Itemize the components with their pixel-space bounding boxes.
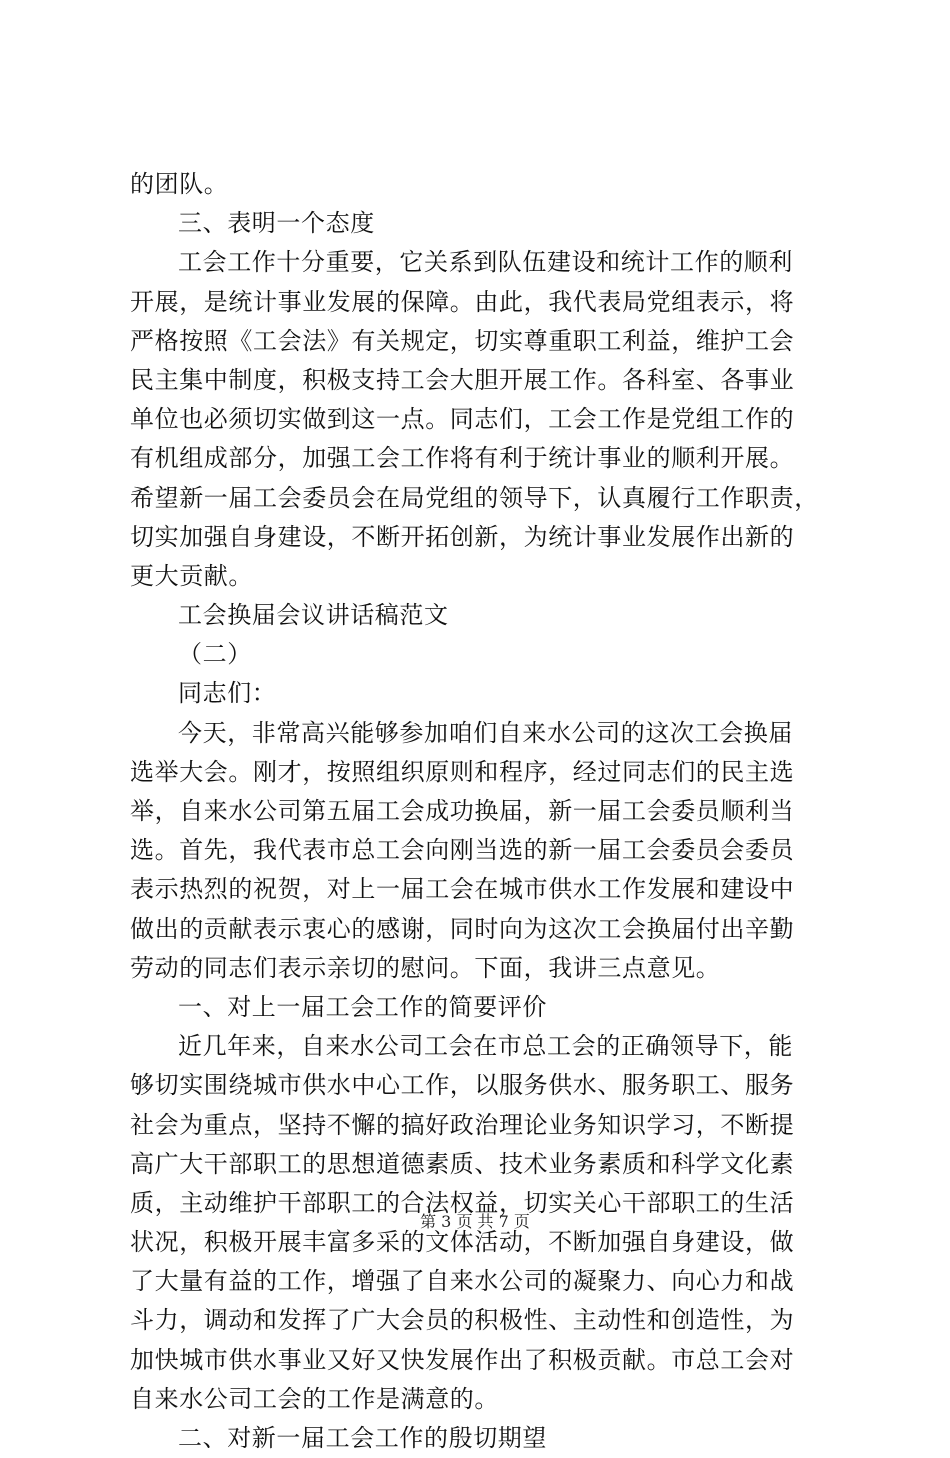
text-line: 开展，是统计事业发展的保障。由此，我代表局党组表示，将 — [130, 287, 795, 316]
text-line: 切实加强自身建设，不断开拓创新，为统计事业发展作出新的 — [130, 522, 795, 551]
text-line: 一、对上一届工会工作的简要评价 — [178, 992, 547, 1021]
page-footer: 第 3 页 共 7 页 — [420, 1212, 530, 1231]
text-line: 社会为重点，坚持不懈的搞好政治理论业务知识学习，不断提 — [130, 1110, 795, 1139]
text-line: 三、表明一个态度 — [178, 209, 375, 238]
text-line: 工会工作十分重要，它关系到队伍建设和统计工作的顺利 — [178, 248, 793, 277]
document-body — [130, 165, 830, 1458]
text-line: 斗力，调动和发挥了广大会员的积极性、主动性和创造性，为 — [130, 1306, 795, 1335]
text-line: 工会换届会议讲话稿范文 — [178, 601, 449, 630]
text-line: 了大量有益的工作，增强了自来水公司的凝聚力、向心力和战 — [130, 1267, 795, 1296]
text-line: 有机组成部分，加强工会工作将有利于统计事业的顺利开展。 — [130, 444, 795, 473]
text-line: 同志们： — [178, 679, 277, 708]
text-line: 够切实围绕城市供水中心工作，以服务供水、服务职工、服务 — [130, 1071, 795, 1100]
text-line: 举，自来水公司第五届工会成功换届，新一届工会委员顺利当 — [130, 797, 795, 825]
text-line: 自来水公司工会的工作是满意的。 — [130, 1384, 499, 1413]
text-line: 今天，非常高兴能够参加咱们自来水公司的这次工会换届 — [178, 718, 793, 747]
text-line: （二） — [178, 640, 252, 669]
text-line: 的团队。 — [130, 170, 229, 198]
text-line: 状况，积极开展丰富多采的文体活动，不断加强自身建设，做 — [130, 1228, 795, 1257]
text-line: 希望新一届工会委员会在局党组的领导下，认真履行工作职责， — [130, 483, 819, 512]
text-line: 严格按照《工会法》有关规定，切实尊重职工利益，维护工会 — [130, 326, 795, 355]
text-line: 更大贡献。 — [130, 561, 253, 590]
text-line: 单位也必须切实做到这一点。同志们，工会工作是党组工作的 — [130, 405, 795, 434]
text-line: 加快城市供水事业又好又快发展作出了积极贡献。市总工会对 — [130, 1345, 795, 1374]
text-line: 劳动的同志们表示亲切的慰问。下面，我讲三点意见。 — [130, 953, 721, 982]
text-line: 质，主动维护干部职工的合法权益，切实关心干部职工的生活 — [130, 1188, 795, 1217]
text-line: 民主集中制度，积极支持工会大胆开展工作。各科室、各事业 — [130, 365, 795, 394]
text-line: 表示热烈的祝贺，对上一届工会在城市供水工作发展和建设中 — [130, 875, 795, 904]
text-line: 选。首先，我代表市总工会向刚当选的新一届工会委员会委员 — [130, 836, 795, 865]
text-line: 选举大会。刚才，按照组织原则和程序，经过同志们的民主选 — [130, 757, 795, 786]
text-line: 近几年来，自来水公司工会在市总工会的正确领导下，能 — [178, 1032, 793, 1061]
text-line: 做出的贡献表示衷心的感谢，同时向为这次工会换届付出辛勤 — [130, 914, 795, 943]
text-line: 二、对新一届工会工作的殷切期望 — [178, 1424, 547, 1452]
text-line: 高广大干部职工的思想道德素质、技术业务素质和科学文化素 — [130, 1149, 795, 1178]
